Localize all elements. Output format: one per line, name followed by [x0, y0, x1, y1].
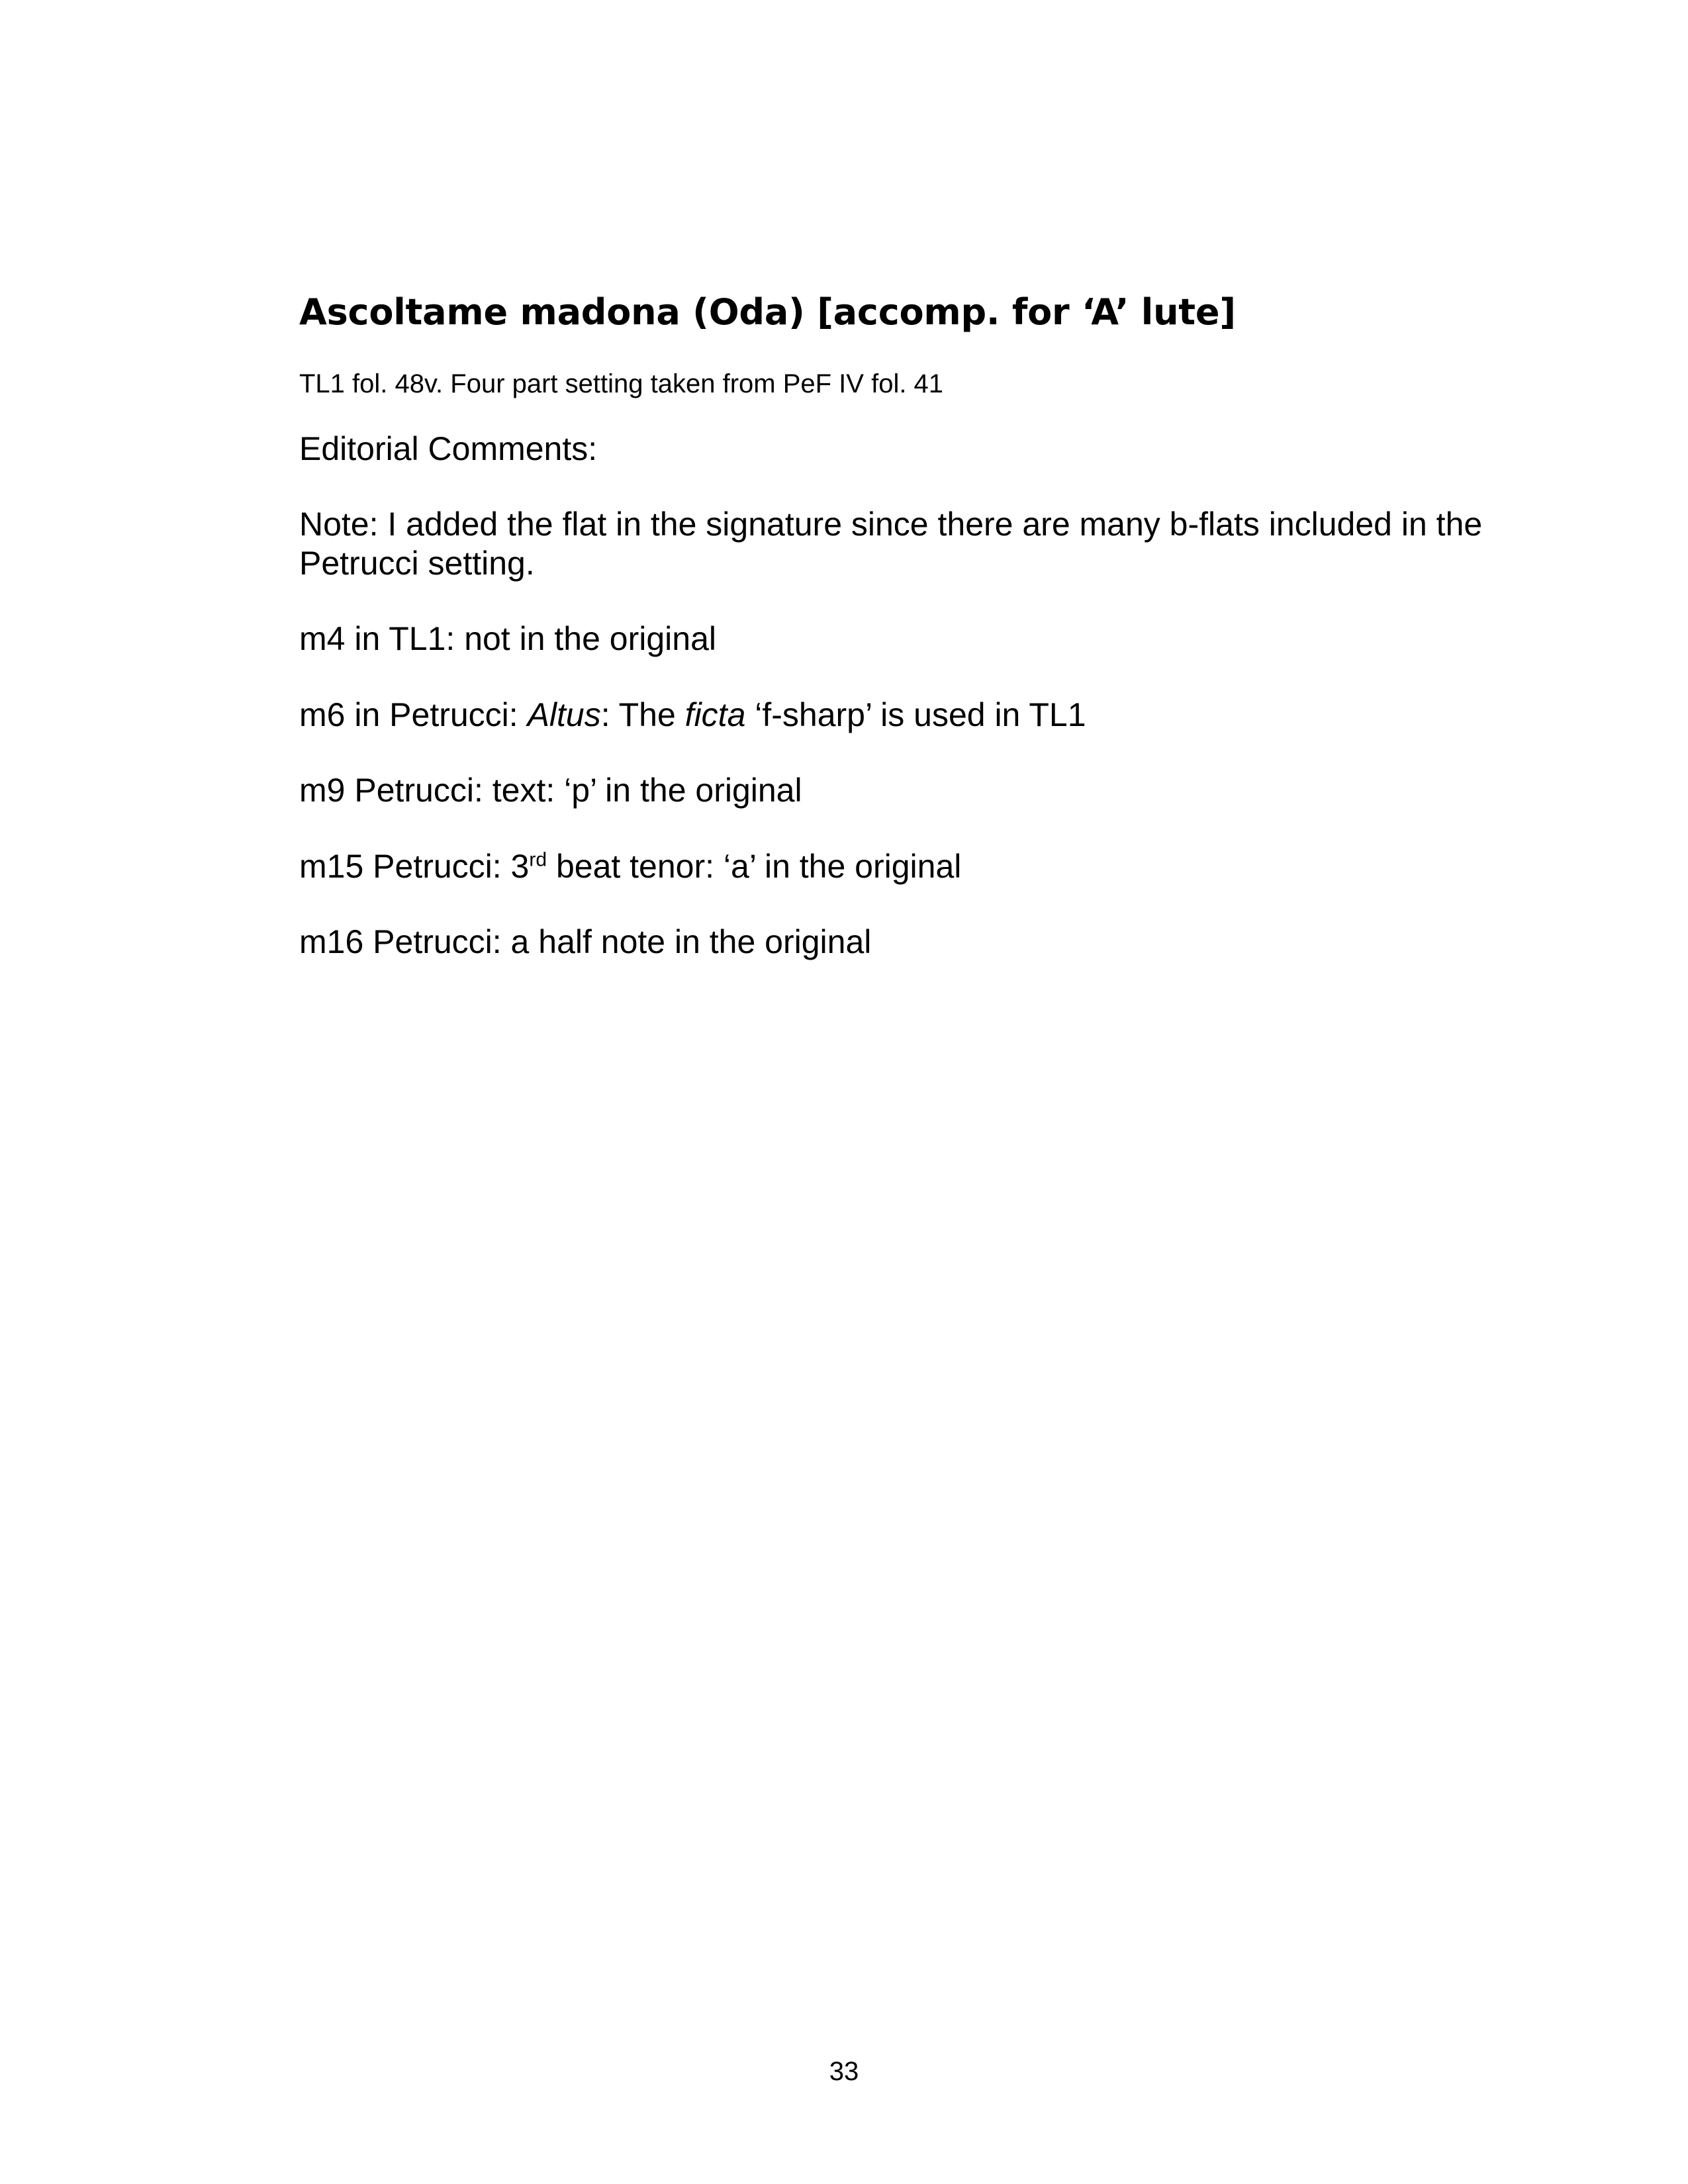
comment-m6-term: ficta [684, 696, 746, 733]
comment-m15 [299, 847, 1484, 886]
editorial-heading: Editorial Comments: [299, 430, 598, 467]
comment-m15-suffix: beat tenor: ‘a’ in the original [547, 847, 962, 885]
comment-m6-voice: Altus [527, 696, 601, 733]
source-line: TL1 fol. 48v. Four part setting taken from PeF IV fol. 41 [299, 369, 944, 398]
comment-m16: m16 Petrucci: a half note in the original [299, 923, 872, 961]
document-title: Ascoltame madona (Oda) [accomp. for ‘A’ lute] [299, 291, 1236, 333]
comment-m6-suffix: ‘f-sharp’ is used in TL1 [745, 696, 1086, 733]
comment-m6-middle: : The [600, 696, 685, 733]
comment-m15-superscript: rd [529, 848, 547, 871]
comment-m6-prefix: m6 in Petrucci: [299, 696, 528, 733]
comment-m4: m4 in TL1: not in the original [299, 620, 717, 658]
editorial-note: Note: I added the flat in the signature since there are many b-flats included in the Petrucci setting. [299, 506, 1483, 582]
document-body [299, 291, 1484, 962]
page-number: 33 [829, 2057, 859, 2086]
comment-m15-prefix: m15 Petrucci: 3 [299, 847, 530, 885]
comment-m6 [299, 696, 1484, 735]
comment-m9: m9 Petrucci: text: ‘p’ in the original [299, 772, 802, 809]
